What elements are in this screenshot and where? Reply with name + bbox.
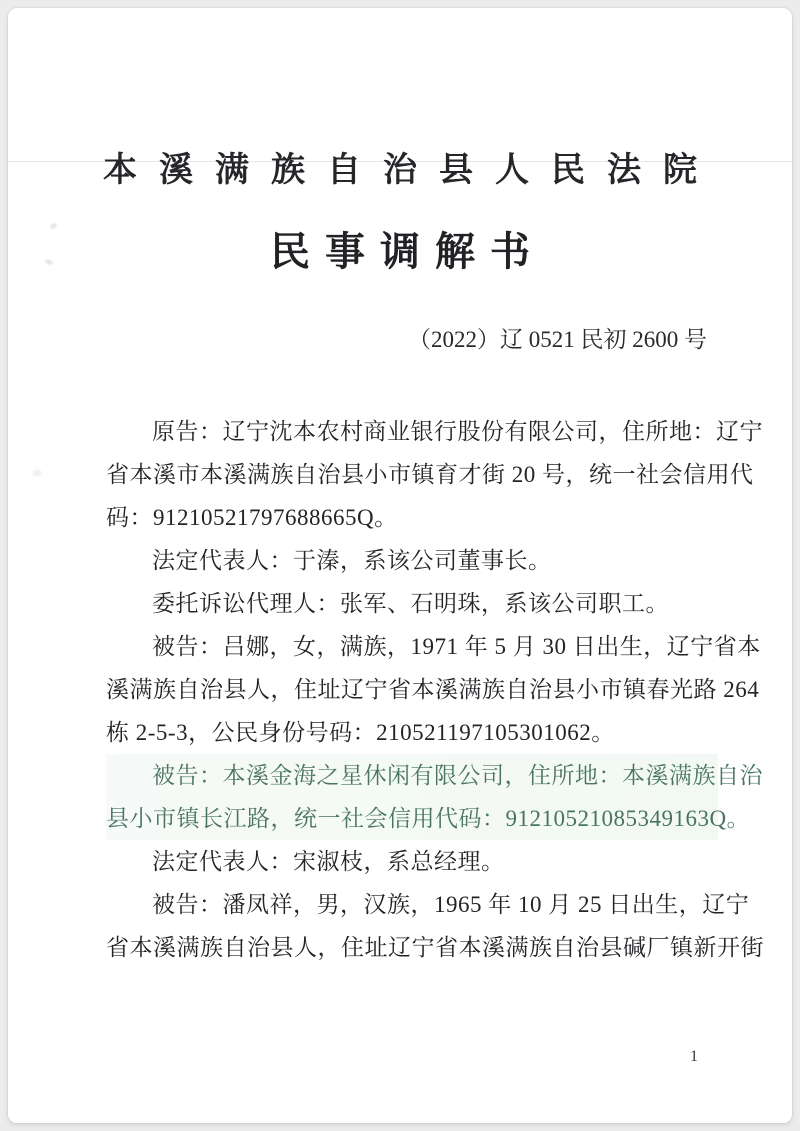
doc-line-defendant-2: 县小市镇长江路，统一社会信用代码：91210521085349163Q。 — [106, 797, 718, 840]
scan-smudge — [32, 470, 42, 476]
court-name-title: 本溪满族自治县人民法院 — [103, 152, 719, 189]
doc-line-defendant-3: 省本溪满族自治县人，住址辽宁省本溪满族自治县碱厂镇新开街 — [106, 935, 764, 960]
doc-line-agents: 委托诉讼代理人：张军、石明珠，系该公司职工。 — [152, 591, 669, 616]
case-number: （2022）辽 0521 民初 2600 号 — [408, 327, 707, 352]
doc-line-legal-rep-2: 法定代表人：宋淑枝，系总经理。 — [152, 849, 505, 874]
doc-line-legal-rep: 法定代表人：于溱，系该公司董事长。 — [152, 548, 552, 573]
document-type-title: 民事调解书 — [270, 229, 545, 274]
page-number: 1 — [690, 1048, 698, 1065]
document-body — [106, 410, 764, 969]
document-page — [8, 8, 792, 1123]
doc-line-defendant-2: 被告：本溪金海之星休闲有限公司，住所地：本溪满族自治 — [106, 754, 718, 797]
doc-line-plaintiff: 码：91210521797688665Q。 — [106, 505, 398, 530]
doc-line-defendant-1: 被告：吕娜，女，满族，1971 年 5 月 30 日出生，辽宁省本 — [152, 634, 761, 659]
doc-line-plaintiff: 省本溪市本溪满族自治县小市镇育才街 20 号，统一社会信用代 — [106, 462, 754, 487]
doc-line-defendant-1: 栋 2-5-3，公民身份号码：210521197105301062。 — [106, 720, 615, 745]
doc-line-plaintiff: 原告：辽宁沈本农村商业银行股份有限公司，住所地：辽宁 — [152, 419, 763, 444]
doc-line-defendant-1: 溪满族自治县人，住址辽宁省本溪满族自治县小市镇春光路 264 — [106, 677, 760, 702]
doc-line-defendant-3: 被告：潘凤祥，男，汉族，1965 年 10 月 25 日出生，辽宁 — [152, 892, 750, 917]
